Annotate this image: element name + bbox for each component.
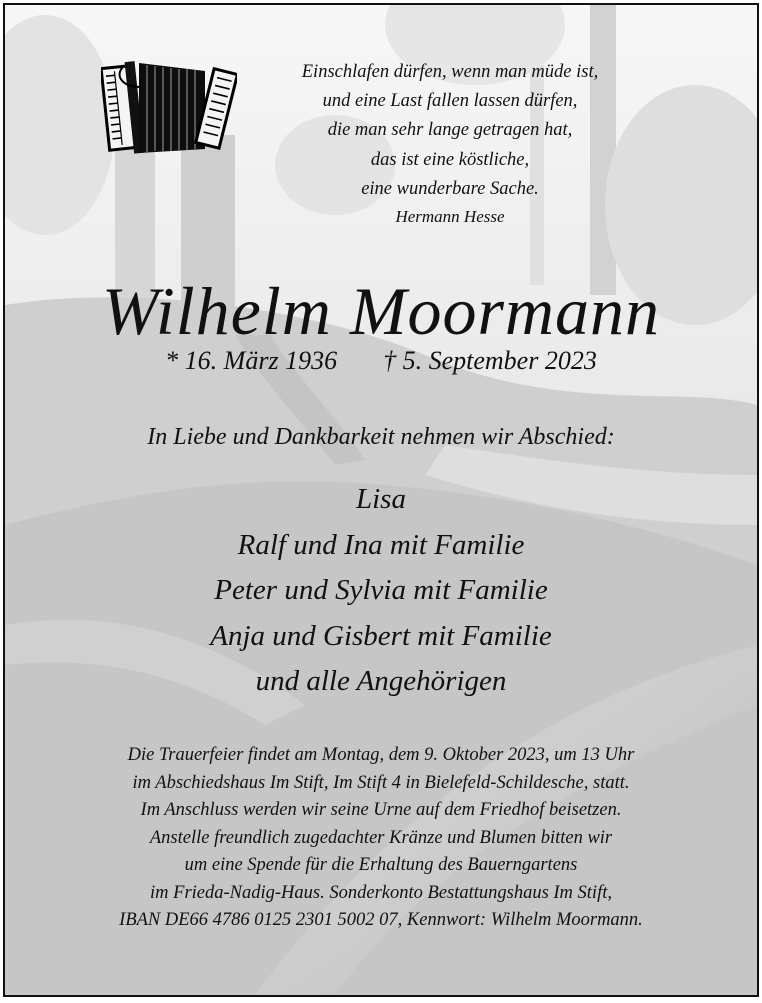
mourner-entry: Anja und Gisbert mit Familie bbox=[210, 619, 552, 652]
mourner-entry: und alle Angehörigen bbox=[255, 665, 507, 697]
donation-line: um eine Spende für die Erhaltung des Bauerngartens bbox=[184, 855, 578, 875]
death-date: † 5. September 2023 bbox=[383, 346, 597, 375]
donation-line: IBAN DE66 4786 0125 2301 5002 07, Kennwort: Wilhelm Moormann. bbox=[119, 910, 643, 930]
donation-line: im Frieda-Nadig-Haus. Sonderkonto Bestattungshaus Im Stift, bbox=[150, 882, 612, 903]
donation-line: Anstelle freundlich zugedachter Kränze und Blumen bitten wir bbox=[149, 827, 613, 848]
life-dates bbox=[5, 346, 757, 376]
mourner-entry: Ralf und Ina mit Familie bbox=[237, 528, 525, 561]
poem-line: eine wunderbare Sache. bbox=[361, 178, 539, 199]
mourner-entry: Peter und Sylvia mit Familie bbox=[214, 574, 548, 606]
poem-author: Hermann Hesse bbox=[395, 207, 505, 226]
birth-date: * 16. März 1936 bbox=[165, 346, 338, 375]
poem-line: das ist eine köstliche, bbox=[370, 149, 530, 170]
poem-line: die man sehr lange getragen hat, bbox=[327, 120, 573, 141]
deceased-name: Wilhelm Moormann bbox=[101, 273, 661, 349]
poem-line: Einschlafen dürfen, wenn man müde ist, bbox=[301, 62, 599, 82]
mourner-entry: Lisa bbox=[356, 483, 406, 515]
poem-line: und eine Last fallen lassen dürfen, bbox=[322, 91, 578, 112]
poem-quote bbox=[150, 58, 750, 204]
ceremony-line: im Abschiedshaus Im Stift, Im Stift 4 in Bielefeld-Schildesche, statt. bbox=[132, 772, 630, 793]
ceremony-line: Die Trauerfeier findet am Montag, dem 9. Oktober 2023, um 13 Uhr bbox=[127, 745, 635, 765]
farewell-line: In Liebe und Dankbarkeit nehmen wir Abschied: bbox=[147, 424, 615, 450]
obituary-notice bbox=[3, 3, 759, 997]
mourners-list bbox=[5, 477, 757, 705]
ceremony-line: Im Anschluss werden wir seine Urne auf dem Friedhof beisetzen. bbox=[140, 800, 622, 820]
ceremony-and-donation-info bbox=[5, 742, 757, 935]
